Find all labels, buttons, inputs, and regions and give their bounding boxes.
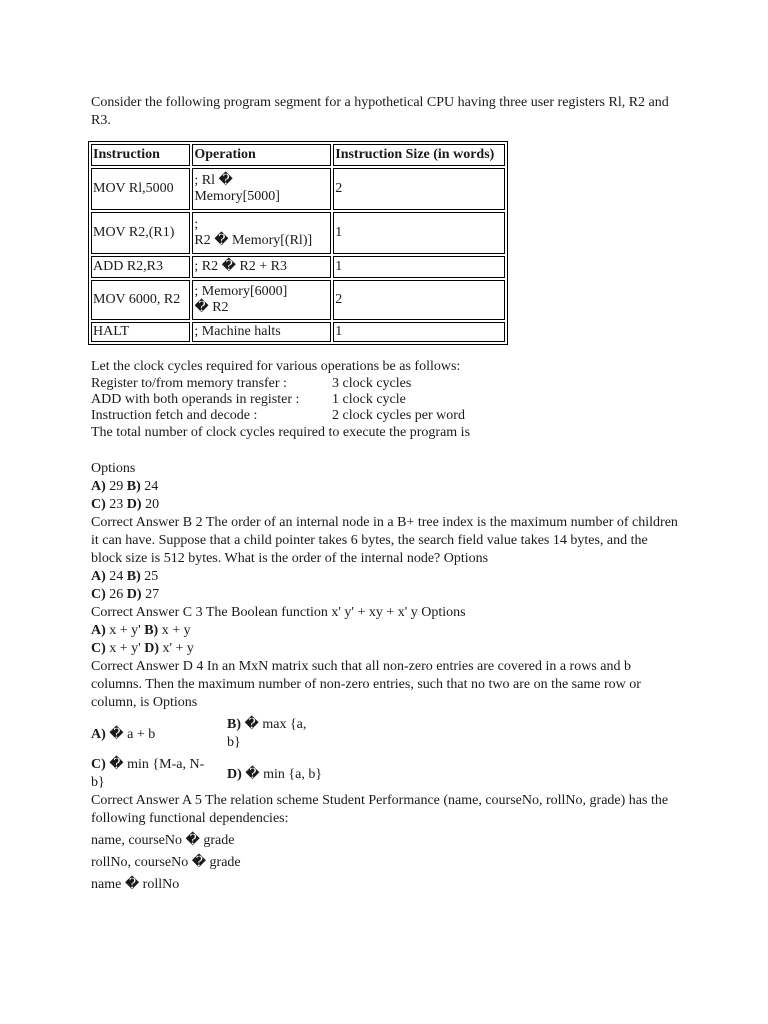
q2-option-line-ab: A) 24 B) 25: [91, 569, 159, 584]
q4-option-row-cd: [91, 756, 681, 792]
header-operation: Operation: [192, 144, 331, 166]
document-page: [91, 94, 681, 894]
cycle-item: [91, 408, 681, 424]
cell-operation: [192, 168, 331, 210]
cycle-label: Instruction fetch and decode :: [91, 408, 258, 423]
cell-operation: [192, 212, 331, 254]
cell-instruction: MOV R2,(R1): [91, 212, 190, 254]
q3-option-line-ab: A) x + y' B) x + y: [91, 623, 191, 638]
cell-instruction: MOV Rl,5000: [91, 168, 190, 210]
cell-size: 1: [333, 212, 505, 254]
operation-line: ; Memory[6000]: [194, 284, 288, 299]
cycle-item: [91, 392, 681, 408]
table-row: [91, 168, 505, 210]
cycles-lead: Let the clock cycles required for various operations be as follows:: [91, 359, 461, 374]
q5-dependency: rollNo, courseNo � grade: [91, 855, 241, 870]
q2-option-line-cd: C) 26 D) 27: [91, 587, 160, 602]
cycle-value: 3 clock cycles: [332, 376, 412, 391]
q1-option-line-cd: C) 23 D) 20: [91, 497, 160, 512]
q4-option-c: C) � min {M-a, N- b}: [91, 757, 205, 790]
operation-line: Memory[5000]: [194, 189, 280, 204]
cell-size: 2: [333, 280, 505, 320]
q4-option-row-ab: [91, 716, 681, 752]
cell-instruction: ADD R2,R3: [91, 256, 190, 278]
q4-option-a: A) � a + b: [91, 726, 156, 742]
operation-line: ;: [194, 217, 199, 232]
q2-text: Correct Answer B 2 The order of an internal node in a B+ tree index is the maximum number of children it can have. Suppose that a child pointer takes 6 bytes, the search field value takes 14 bytes, and the block size is 512 bytes. What is the order of the internal node? Options: [91, 515, 678, 566]
cell-operation: [192, 280, 331, 320]
operation-line: R2 � Memory[(Rl)]: [194, 233, 313, 248]
cycle-value: 2 clock cycles per word: [332, 408, 465, 423]
q1-option-line-ab: A) 29 B) 24: [91, 479, 159, 494]
table-row: [91, 322, 505, 342]
table-row: [91, 256, 505, 278]
q4-option-b: B) � max {a, b}: [227, 717, 307, 750]
q3-text: Correct Answer C 3 The Boolean function x' y' + xy + x' y Options: [91, 605, 466, 620]
header-instruction: Instruction: [91, 144, 190, 166]
q4-option-d: D) � min {a, b}: [227, 766, 323, 782]
q1-options-label: Options: [91, 461, 136, 476]
cell-operation: ; R2 � R2 + R3: [192, 256, 331, 278]
cycle-label: ADD with both operands in register :: [91, 392, 300, 407]
operation-line: ; Rl �: [194, 173, 233, 188]
instruction-table: [88, 141, 508, 345]
table-header-row: [91, 144, 505, 166]
cycles-question: The total number of clock cycles required to execute the program is: [91, 425, 471, 440]
header-size: Instruction Size (in words): [333, 144, 505, 166]
q4-text: Correct Answer D 4 In an MxN matrix such that all non-zero entries are covered in a rows and b columns. Then the maximum number of non-zero entries, such that no two are on the same row or column, is Options: [91, 659, 641, 710]
q5-dependency: name, courseNo � grade: [91, 833, 235, 848]
table-row: [91, 280, 505, 320]
cycle-value: 1 clock cycle: [332, 392, 406, 407]
cycle-item: [91, 376, 681, 392]
operation-line: � R2: [194, 300, 229, 315]
cell-size: 1: [333, 256, 505, 278]
cell-instruction: MOV 6000, R2: [91, 280, 190, 320]
q3-option-line-cd: C) x + y' D) x' + y: [91, 641, 194, 656]
clock-cycles-section: [91, 358, 681, 442]
cycle-label: Register to/from memory transfer :: [91, 376, 287, 391]
cell-size: 2: [333, 168, 505, 210]
table-row: [91, 212, 505, 254]
q5-text: Correct Answer A 5 The relation scheme Student Performance (name, courseNo, rollNo, grade) has the following functional dependencies:: [91, 793, 669, 826]
q5-dependency: name � rollNo: [91, 877, 180, 892]
cell-instruction: HALT: [91, 322, 190, 342]
cell-size: 1: [333, 322, 505, 342]
intro-paragraph: Consider the following program segment for a hypothetical CPU having three user registers Rl, R2 and R3.: [91, 95, 669, 128]
cell-operation: ; Machine halts: [192, 322, 331, 342]
